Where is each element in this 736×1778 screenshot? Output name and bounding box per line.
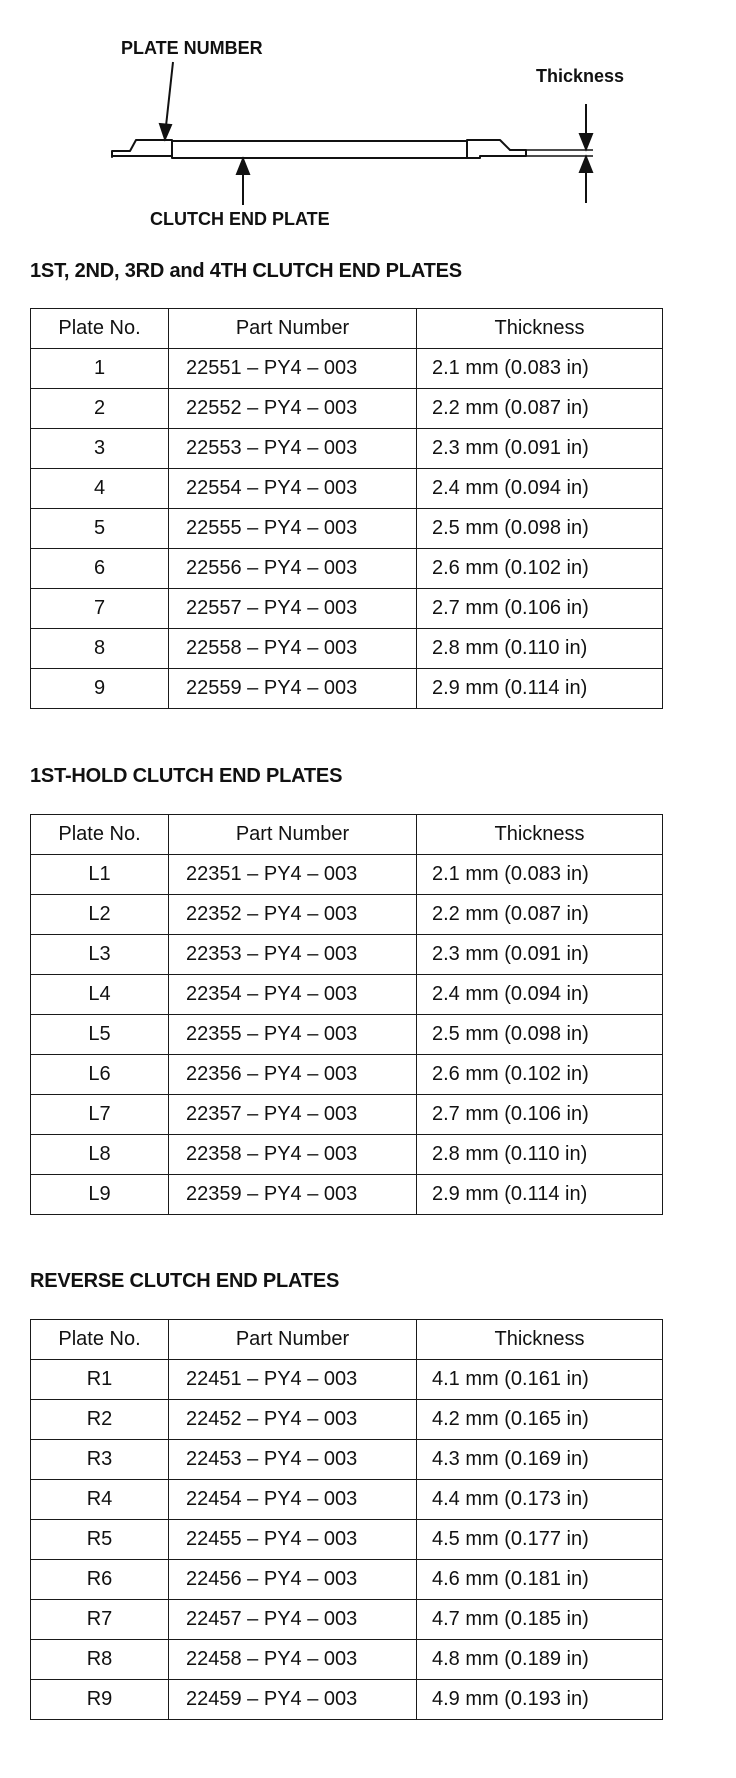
thickness-cell: 2.9 mm (0.114 in) — [417, 1175, 663, 1215]
table-row — [31, 1400, 663, 1440]
table-row — [31, 855, 663, 895]
thickness-cell: 4.4 mm (0.173 in) — [417, 1480, 663, 1520]
table-row — [31, 509, 663, 549]
table-row — [31, 1360, 663, 1400]
plate-no-cell: 8 — [31, 629, 169, 669]
part-number-cell: 22451 – PY4 – 003 — [169, 1360, 417, 1400]
part-number-cell: 22357 – PY4 – 003 — [169, 1095, 417, 1135]
thickness-cell: 4.5 mm (0.177 in) — [417, 1520, 663, 1560]
thickness-cell: 2.3 mm (0.091 in) — [417, 429, 663, 469]
plate-no-cell: L3 — [31, 935, 169, 975]
table-row — [31, 1560, 663, 1600]
thickness-arrow-down — [580, 134, 592, 149]
plate-no-cell: R2 — [31, 1400, 169, 1440]
thickness-cell: 2.4 mm (0.094 in) — [417, 469, 663, 509]
part-number-cell: 22355 – PY4 – 003 — [169, 1015, 417, 1055]
plate-no-cell: L9 — [31, 1175, 169, 1215]
thickness-cell: 4.6 mm (0.181 in) — [417, 1560, 663, 1600]
table-row — [31, 1600, 663, 1640]
thickness-cell: 2.2 mm (0.087 in) — [417, 895, 663, 935]
part-number-cell: 22354 – PY4 – 003 — [169, 975, 417, 1015]
part-number-cell: 22454 – PY4 – 003 — [169, 1480, 417, 1520]
thickness-cell: 4.2 mm (0.165 in) — [417, 1400, 663, 1440]
thickness-cell: 4.8 mm (0.189 in) — [417, 1640, 663, 1680]
clutch-end-plate-label: CLUTCH END PLATE — [150, 209, 330, 229]
part-number-header: Part Number — [169, 1320, 417, 1360]
thickness-cell: 4.1 mm (0.161 in) — [417, 1360, 663, 1400]
plate-number-label: PLATE NUMBER — [121, 38, 263, 58]
plate-no-cell: 5 — [31, 509, 169, 549]
reverse-clutch-plates-table — [30, 1319, 663, 1720]
part-number-cell: 22559 – PY4 – 003 — [169, 669, 417, 709]
thickness-cell: 4.3 mm (0.169 in) — [417, 1440, 663, 1480]
table-row — [31, 1175, 663, 1215]
part-number-cell: 22557 – PY4 – 003 — [169, 589, 417, 629]
table-row — [31, 1480, 663, 1520]
plate-no-cell: L1 — [31, 855, 169, 895]
thickness-header: Thickness — [417, 815, 663, 855]
plate-number-arrow — [160, 124, 171, 139]
plate-no-cell: R4 — [31, 1480, 169, 1520]
part-number-cell: 22352 – PY4 – 003 — [169, 895, 417, 935]
1st-hold-clutch-plates-table — [30, 814, 663, 1215]
thickness-cell: 2.8 mm (0.110 in) — [417, 629, 663, 669]
table-row — [31, 589, 663, 629]
part-number-cell: 22359 – PY4 – 003 — [169, 1175, 417, 1215]
section-title-reverse-clutch: REVERSE CLUTCH END PLATES — [30, 1270, 340, 1292]
part-number-cell: 22457 – PY4 – 003 — [169, 1600, 417, 1640]
thickness-cell: 2.6 mm (0.102 in) — [417, 549, 663, 589]
part-number-cell: 22452 – PY4 – 003 — [169, 1400, 417, 1440]
thickness-cell: 2.3 mm (0.091 in) — [417, 935, 663, 975]
thickness-cell: 2.5 mm (0.098 in) — [417, 509, 663, 549]
thickness-header: Thickness — [417, 309, 663, 349]
plate-no-header: Plate No. — [31, 815, 169, 855]
plate-no-cell: L6 — [31, 1055, 169, 1095]
table-row — [31, 1520, 663, 1560]
table-row — [31, 389, 663, 429]
thickness-label: Thickness — [536, 66, 625, 86]
section-title-forward-clutch: 1ST, 2ND, 3RD and 4TH CLUTCH END PLATES — [30, 260, 462, 282]
plate-no-cell: 4 — [31, 469, 169, 509]
plate-no-cell: R5 — [31, 1520, 169, 1560]
thickness-cell: 2.1 mm (0.083 in) — [417, 855, 663, 895]
thickness-cell: 4.9 mm (0.193 in) — [417, 1680, 663, 1720]
thickness-cell: 2.2 mm (0.087 in) — [417, 389, 663, 429]
thickness-cell: 4.7 mm (0.185 in) — [417, 1600, 663, 1640]
table-row — [31, 1095, 663, 1135]
table-row — [31, 629, 663, 669]
part-number-cell: 22551 – PY4 – 003 — [169, 349, 417, 389]
table-row — [31, 935, 663, 975]
table-row — [31, 669, 663, 709]
plate-no-cell: R7 — [31, 1600, 169, 1640]
clutch-end-plate-arrow — [237, 159, 249, 174]
plate-cross-section — [112, 140, 526, 158]
thickness-cell: 2.4 mm (0.094 in) — [417, 975, 663, 1015]
part-number-cell: 22456 – PY4 – 003 — [169, 1560, 417, 1600]
table-row — [31, 1680, 663, 1720]
thickness-cell: 2.6 mm (0.102 in) — [417, 1055, 663, 1095]
part-number-cell: 22554 – PY4 – 003 — [169, 469, 417, 509]
table-row — [31, 1440, 663, 1480]
thickness-arrow-up — [580, 157, 592, 172]
plate-no-cell: L4 — [31, 975, 169, 1015]
table-row — [31, 469, 663, 509]
plate-no-cell: R1 — [31, 1360, 169, 1400]
table-row — [31, 1640, 663, 1680]
part-number-cell: 22558 – PY4 – 003 — [169, 629, 417, 669]
thickness-cell: 2.7 mm (0.106 in) — [417, 1095, 663, 1135]
plate-no-cell: L2 — [31, 895, 169, 935]
part-number-cell: 22353 – PY4 – 003 — [169, 935, 417, 975]
table-row — [31, 1135, 663, 1175]
part-number-cell: 22358 – PY4 – 003 — [169, 1135, 417, 1175]
part-number-header: Part Number — [169, 815, 417, 855]
table-header-row — [31, 1320, 663, 1360]
thickness-cell: 2.5 mm (0.098 in) — [417, 1015, 663, 1055]
plate-no-cell: R3 — [31, 1440, 169, 1480]
part-number-cell: 22453 – PY4 – 003 — [169, 1440, 417, 1480]
table-row — [31, 975, 663, 1015]
table-row — [31, 429, 663, 469]
plate-no-cell: 6 — [31, 549, 169, 589]
part-number-cell: 22555 – PY4 – 003 — [169, 509, 417, 549]
plate-no-cell: 1 — [31, 349, 169, 389]
plate-no-cell: 7 — [31, 589, 169, 629]
plate-no-cell: L7 — [31, 1095, 169, 1135]
table-row — [31, 549, 663, 589]
clutch-end-plate-diagram — [0, 0, 736, 230]
plate-no-cell: L5 — [31, 1015, 169, 1055]
thickness-cell: 2.1 mm (0.083 in) — [417, 349, 663, 389]
thickness-cell: 2.8 mm (0.110 in) — [417, 1135, 663, 1175]
table-header-row — [31, 815, 663, 855]
plate-no-cell: 2 — [31, 389, 169, 429]
part-number-cell: 22455 – PY4 – 003 — [169, 1520, 417, 1560]
plate-no-cell: 9 — [31, 669, 169, 709]
thickness-cell: 2.7 mm (0.106 in) — [417, 589, 663, 629]
part-number-cell: 22458 – PY4 – 003 — [169, 1640, 417, 1680]
plate-no-header: Plate No. — [31, 309, 169, 349]
part-number-cell: 22351 – PY4 – 003 — [169, 855, 417, 895]
part-number-cell: 22459 – PY4 – 003 — [169, 1680, 417, 1720]
part-number-cell: 22552 – PY4 – 003 — [169, 389, 417, 429]
table-row — [31, 895, 663, 935]
plate-no-cell: R8 — [31, 1640, 169, 1680]
part-number-cell: 22553 – PY4 – 003 — [169, 429, 417, 469]
plate-no-cell: 3 — [31, 429, 169, 469]
plate-no-header: Plate No. — [31, 1320, 169, 1360]
table-row — [31, 349, 663, 389]
table-row — [31, 1055, 663, 1095]
part-number-cell: 22556 – PY4 – 003 — [169, 549, 417, 589]
plate-no-cell: R6 — [31, 1560, 169, 1600]
part-number-cell: 22356 – PY4 – 003 — [169, 1055, 417, 1095]
thickness-header: Thickness — [417, 1320, 663, 1360]
part-number-header: Part Number — [169, 309, 417, 349]
plate-no-cell: L8 — [31, 1135, 169, 1175]
plate-no-cell: R9 — [31, 1680, 169, 1720]
table-row — [31, 1015, 663, 1055]
section-title-1st-hold-clutch: 1ST-HOLD CLUTCH END PLATES — [30, 765, 343, 787]
table-header-row — [31, 309, 663, 349]
forward-clutch-plates-table — [30, 308, 663, 709]
thickness-cell: 2.9 mm (0.114 in) — [417, 669, 663, 709]
